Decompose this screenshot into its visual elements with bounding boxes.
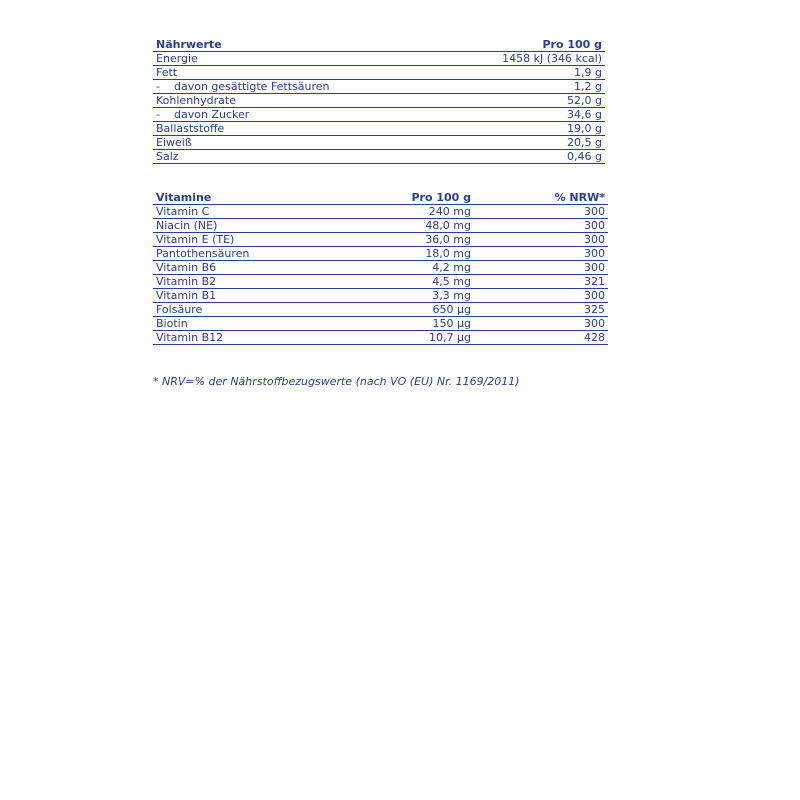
vitamin-amount: 10,7 µg — [353, 331, 474, 345]
nutrient-value: 34,6 g — [453, 108, 605, 122]
vitamin-name: Biotin — [153, 317, 353, 331]
sub-item-dash: - — [156, 108, 160, 121]
vitamin-name: Pantothensäuren — [153, 247, 353, 261]
vitamin-name: Vitamin B12 — [153, 331, 353, 345]
nutrient-label — [153, 108, 453, 122]
table-row — [153, 261, 608, 275]
nutrient-value: 52,0 g — [453, 94, 605, 108]
nutrient-value: 1,2 g — [453, 80, 605, 94]
vitamin-nrv: 300 — [474, 205, 608, 219]
table-row — [153, 275, 608, 289]
vitamin-nrv: 300 — [474, 261, 608, 275]
vitamin-header-row — [153, 191, 608, 205]
vitamin-header-amount: Pro 100 g — [353, 191, 474, 205]
nutrient-label — [153, 136, 453, 150]
nutrient-name: Salz — [156, 150, 179, 163]
nutrition-header-label: Nährwerte — [153, 38, 453, 52]
table-row — [153, 80, 605, 94]
nutrition-header-value: Pro 100 g — [453, 38, 605, 52]
nutrition-table — [153, 38, 605, 164]
nutrient-name: Fett — [156, 66, 178, 79]
vitamin-nrv: 300 — [474, 289, 608, 303]
nutrient-label — [153, 80, 453, 94]
nutrient-value: 1458 kJ (346 kcal) — [453, 52, 605, 66]
nutrient-name: davon gesättigte Fettsäuren — [174, 80, 330, 93]
table-row — [153, 136, 605, 150]
nutrient-value: 1,9 g — [453, 66, 605, 80]
footnote: * NRV=% der Nährstoffbezugswerte (nach VO (EU) Nr. 1169/2011) — [153, 375, 520, 388]
nutrient-name: Kohlenhydrate — [156, 94, 236, 107]
vitamin-amount: 650 µg — [353, 303, 474, 317]
nutrition-header-row — [153, 38, 605, 52]
vitamin-amount: 3,3 mg — [353, 289, 474, 303]
table-row — [153, 150, 605, 164]
table-row — [153, 66, 605, 80]
nutrient-name: Energie — [156, 52, 198, 65]
nutrient-label — [153, 52, 453, 66]
table-row — [153, 247, 608, 261]
vitamin-nrv: 300 — [474, 233, 608, 247]
vitamin-name: Vitamin B2 — [153, 275, 353, 289]
nutrient-value: 0,46 g — [453, 150, 605, 164]
vitamin-nrv: 321 — [474, 275, 608, 289]
sub-item-dash: - — [156, 80, 160, 93]
table-row — [153, 219, 608, 233]
vitamin-name: Niacin (NE) — [153, 219, 353, 233]
table-row — [153, 205, 608, 219]
vitamin-amount: 36,0 mg — [353, 233, 474, 247]
vitamin-nrv: 428 — [474, 331, 608, 345]
nutrient-label — [153, 122, 453, 136]
vitamin-amount: 48,0 mg — [353, 219, 474, 233]
vitamin-name: Vitamin E (TE) — [153, 233, 353, 247]
vitamin-amount: 18,0 mg — [353, 247, 474, 261]
nutrient-label — [153, 94, 453, 108]
nutrient-value: 19,0 g — [453, 122, 605, 136]
vitamin-nrv: 300 — [474, 219, 608, 233]
table-row — [153, 108, 605, 122]
nutrient-name: davon Zucker — [174, 108, 250, 121]
vitamin-amount: 150 µg — [353, 317, 474, 331]
table-row — [153, 331, 608, 345]
vitamin-header-nrv: % NRW* — [474, 191, 608, 205]
vitamin-nrv: 300 — [474, 247, 608, 261]
nutrient-name: Ballaststoffe — [156, 122, 225, 135]
table-row — [153, 303, 608, 317]
vitamin-amount: 4,5 mg — [353, 275, 474, 289]
vitamin-header-label: Vitamine — [153, 191, 353, 205]
table-row — [153, 52, 605, 66]
table-row — [153, 233, 608, 247]
vitamin-name: Vitamin B6 — [153, 261, 353, 275]
vitamin-nrv: 325 — [474, 303, 608, 317]
nutrient-label — [153, 66, 453, 80]
vitamin-name: Folsäure — [153, 303, 353, 317]
nutrient-name: Eiweiß — [156, 136, 192, 149]
vitamin-amount: 240 mg — [353, 205, 474, 219]
nutrient-value: 20,5 g — [453, 136, 605, 150]
table-row — [153, 289, 608, 303]
table-row — [153, 317, 608, 331]
table-row — [153, 94, 605, 108]
table-row — [153, 122, 605, 136]
nutrient-label — [153, 150, 453, 164]
vitamin-name: Vitamin C — [153, 205, 353, 219]
vitamin-name: Vitamin B1 — [153, 289, 353, 303]
vitamin-nrv: 300 — [474, 317, 608, 331]
vitamin-table — [153, 191, 608, 345]
vitamin-amount: 4,2 mg — [353, 261, 474, 275]
